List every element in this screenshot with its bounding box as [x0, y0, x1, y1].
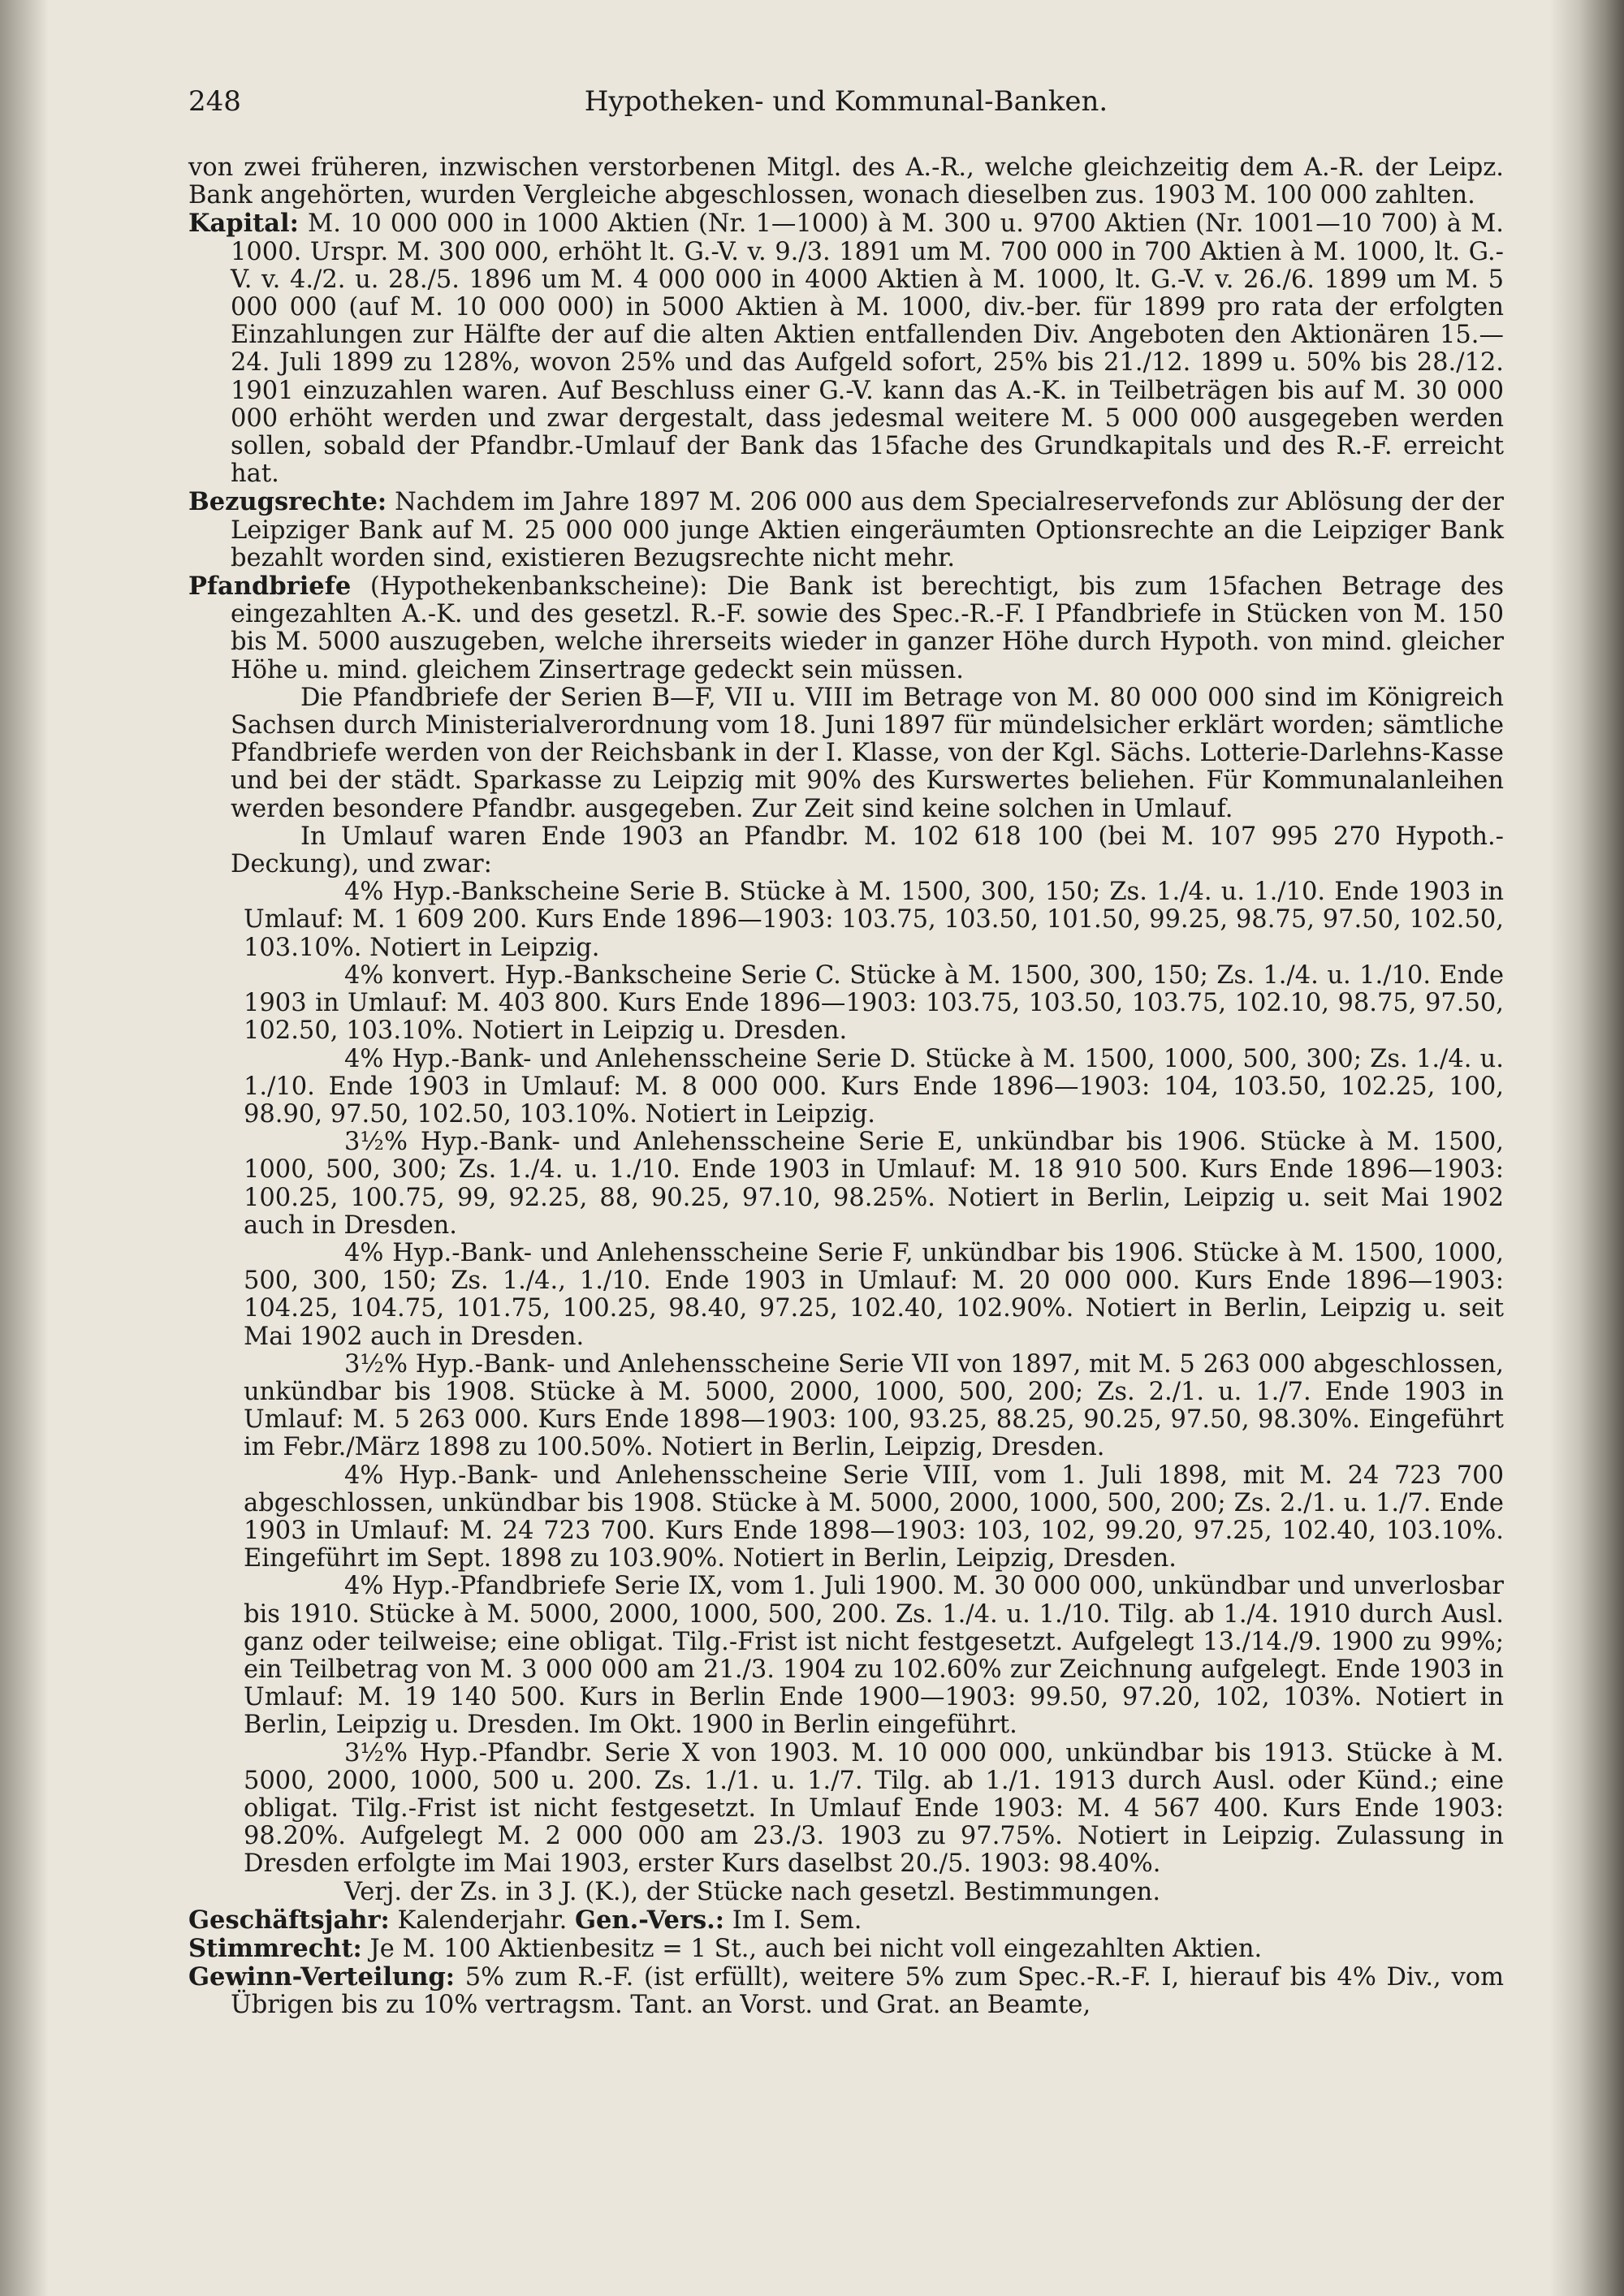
intro-paragraph: von zwei früheren, inzwischen verstorbenen Mitgl. des A.-R., welche gleichzeitig dem A.-R. der Leipz. Bank angehörten, wurden Vergleiche abgeschlossen, wonach dieselben zus. 1903 M. 100 000 zahlten. — [188, 153, 1504, 210]
gewinn-verteilung-section — [188, 1963, 1504, 2019]
pfandbrief-issue-serie-e: 3½% Hyp.-Bank- und Anlehensscheine Serie E, unkündbar bis 1906. Stücke à M. 1500, 1000, 500, 300; Zs. 1./4. u. 1./10. Ende 1903 in Umlauf: M. 18 910 500. Kurs Ende 1896—1903: 100.25, 100.75, 99, 92.25, 88, 90.25, 97.10, 98.25%. Notiert in Berlin, Leipzig u. seit Mai 1902 auch in Dresden. — [244, 1128, 1504, 1240]
gewinn-verteilung-label: Gewinn-Verteilung: — [188, 1962, 456, 1992]
book-spine-shadow — [0, 0, 49, 2296]
kapital-section — [188, 209, 1504, 488]
stimmrecht-text: Je M. 100 Aktienbesitz = 1 St., auch bei nicht voll eingezahlten Aktien. — [361, 1935, 1263, 1963]
verjaehrung-note: Verj. der Zs. in 3 J. (K.), der Stücke nach gesetzl. Bestimmungen. — [344, 1877, 1161, 1906]
gen-vers-text: Im I. Sem. — [724, 1905, 862, 1935]
gen-vers-label: Gen.-Vers.: — [574, 1905, 725, 1935]
pfandbrief-issue-serie-c: 4% konvert. Hyp.-Bankscheine Serie C. Stücke à M. 1500, 300, 150; Zs. 1./4. u. 1./10. Ende 1903 in Umlauf: M. 403 800. Kurs Ende 1896—1903: 103.75, 103.50, 103.75, 102.10, 98.75, 97.50, 102.50, 103.10%. Notiert in Leipzig u. Dresden. — [244, 960, 1504, 1046]
pfandbriefe-paragraph-2: Die Pfandbriefe der Serien B—F, VII u. VIII im Betrage von M. 80 000 000 sind im Königreich Sachsen durch Ministerialverordnung vom 18. Juni 1897 für mündelsicher erklärt worden; sämtliche Pfandbriefe werden von der Reichsbank in der I. Klasse, von der Kgl. Sächs. Lotterie-Darlehns-Kasse und bei der städt. Sparkasse zu Leipzig mit 90% des Kurswertes beliehen. Für Kommunalanleihen werden besondere Pfandbr. ausgegeben. Zur Zeit sind keine solchen in Umlauf. — [231, 683, 1504, 823]
pfandbriefe-paragraph-3: In Umlauf waren Ende 1903 an Pfandbr. M. 102 618 100 (bei M. 107 995 270 Hypoth.-Deckung), und zwar: — [231, 822, 1504, 879]
running-header — [188, 85, 1504, 132]
bezugsrechte-label: Bezugsrechte: — [188, 487, 387, 517]
running-title: Hypotheken- und Kommunal-Banken. — [584, 85, 1108, 118]
kapital-text: M. 10 000 000 in 1000 Aktien (Nr. 1—1000) à M. 300 u. 9700 Aktien (Nr. 1001—10 700) à M. 1000. Urspr. M. 300 000, erhöht lt. G.-V. v. 9./3. 1891 um M. 700 000 in 700 Aktien à M. 1000, lt. G.-V. v. 4./2. u. 28./5. 1896 um M. 4 000 000 in 4000 Aktien à M. 1000, lt. G.-V. v. 26./6. 1899 um M. 5 000 000 (auf M. 10 000 000) in 5000 Aktien à M. 1000, div.-ber. für 1899 pro rata der erfolgten Einzahlungen zur Hälfte der auf die alten Aktien entfallenden Div. Angeboten den Aktionären 15.—24. Juli 1899 zu 128%, wovon 25% und das Aufgeld sofort, 25% bis 21./12. 1899 u. 50% bis 28./12. 1901 einzuzahlen waren. Auf Beschluss einer G.-V. kann das A.-K. in Teilbeträgen bis auf M. 30 000 000 erhöht werden und zwar dergestalt, dass jedesmal weitere M. 5 000 000 ausgegeben werden sollen, sobald der Pfandbr.-Umlauf der Bank das 15fache des Grundkapitals und des R.-F. erreicht hat. — [231, 209, 1504, 489]
page-number: 248 — [188, 85, 241, 118]
geschaeftsjahr-section — [188, 1906, 1504, 1935]
stimmrecht-section — [188, 1935, 1504, 1963]
geschaeftsjahr-text: Kalenderjahr. — [389, 1905, 575, 1935]
pfandbriefe-label: Pfandbriefe — [188, 572, 352, 602]
pfandbriefe-text: (Hypothekenbankscheine): Die Bank ist berechtigt, bis zum 15fachen Betrage des eingezahlten A.-K. und des gesetzl. R.-F. sowie des Spec.-R.-F. I Pfandbriefe in Stücken von M. 150 bis M. 5000 auszugeben, welche ihrerseits wieder in ganzer Höhe durch Hypoth. von mind. gleicher Höhe u. mind. gleichem Zinsertrage gedeckt sein müssen. — [231, 572, 1504, 684]
geschaeftsjahr-label: Geschäftsjahr: — [188, 1905, 390, 1935]
pfandbrief-issue-serie-viii: 4% Hyp.-Bank- und Anlehensscheine Serie VIII, vom 1. Juli 1898, mit M. 24 723 700 abgeschlossen, unkündbar bis 1908. Stücke à M. 5000, 2000, 1000, 500, 200; Zs. 2./1. u. 1./7. Ende 1903 in Umlauf: M. 24 723 700. Kurs Ende 1898—1903: 103, 102, 99.20, 97.25, 102.40, 103.10%. Eingeführt im Sept. 1898 zu 103.90%. Notiert in Berlin, Leipzig, Dresden. — [244, 1461, 1504, 1573]
pfandbrief-issue-serie-b: 4% Hyp.-Bankscheine Serie B. Stücke à M. 1500, 300, 150; Zs. 1./4. u. 1./10. Ende 1903 in Umlauf: M. 1 609 200. Kurs Ende 1896—1903: 103.75, 103.50, 101.50, 99.25, 98.75, 97.50, 102.50, 103.10%. Notiert in Leipzig. — [244, 878, 1504, 962]
bezugsrechte-section — [188, 488, 1504, 572]
kapital-label: Kapital: — [188, 209, 299, 239]
pfandbrief-issue-serie-vii: 3½% Hyp.-Bank- und Anlehensscheine Serie VII von 1897, mit M. 5 263 000 abgeschlossen, unkündbar bis 1908. Stücke à M. 5000, 2000, 1000, 500, 200; Zs. 2./1. u. 1./7. Ende 1903 in Umlauf: M. 5 263 000. Kurs Ende 1898—1903: 100, 93.25, 88.25, 90.25, 97.50, 98.30%. Eingeführt im Febr./März 1898 zu 100.50%. Notiert in Berlin, Leipzig, Dresden. — [244, 1349, 1504, 1462]
document-page — [188, 85, 1504, 2020]
stimmrecht-label: Stimmrecht: — [188, 1934, 362, 1963]
gewinn-verteilung-text: 5% zum R.-F. (ist erfüllt), weitere 5% zum Spec.-R.-F. I, hierauf bis 4% Div., vom Übrigen bis zu 10% vertragsm. Tant. an Vorst. und Grat. an Beamte, — [231, 1963, 1504, 2020]
pfandbriefe-section — [188, 572, 1504, 684]
pfandbrief-issue-serie-f: 4% Hyp.-Bank- und Anlehensscheine Serie F, unkündbar bis 1906. Stücke à M. 1500, 1000, 500, 300, 150; Zs. 1./4., 1./10. Ende 1903 in Umlauf: M. 20 000 000. Kurs Ende 1896—1903: 104.25, 104.75, 101.75, 100.25, 98.40, 97.25, 102.40, 102.90%. Notiert in Berlin, Leipzig u. seit Mai 1902 auch in Dresden. — [244, 1238, 1504, 1351]
pfandbrief-issue-serie-ix: 4% Hyp.-Pfandbriefe Serie IX, vom 1. Juli 1900. M. 30 000 000, unkündbar und unverlosbar bis 1910. Stücke à M. 5000, 2000, 1000, 500, 200. Zs. 1./4. u. 1./10. Tilg. ab 1./4. 1910 durch Ausl. ganz oder teilweise; eine obligat. Tilg.-Frist ist nicht festgesetzt. Aufgelegt 13./14./9. 1900 zu 99%; ein Teilbetrag von M. 3 000 000 am 21./3. 1904 zu 102.60% zur Zeichnung aufgelegt. Ende 1903 in Umlauf: M. 19 140 500. Kurs in Berlin Ende 1900—1903: 99.50, 97.20, 102, 103%. Notiert in Berlin, Leipzig u. Dresden. Im Okt. 1900 in Berlin eingeführt. — [244, 1572, 1504, 1740]
pfandbrief-issue-serie-d: 4% Hyp.-Bank- und Anlehensscheine Serie D. Stücke à M. 1500, 1000, 500, 300; Zs. 1./4. u. 1./10. Ende 1903 in Umlauf: M. 8 000 000. Kurs Ende 1896—1903: 104, 103.50, 102.25, 100, 98.90, 97.50, 102.50, 103.10%. Notiert in Leipzig. — [244, 1044, 1504, 1129]
bezugsrechte-text: Nachdem im Jahre 1897 M. 206 000 aus dem Specialreservefonds zur Ablösung der der Leipziger Bank auf M. 25 000 000 junge Aktien eingeräumten Optionsrechte an die Leipziger Bank bezahlt worden sind, existieren Bezugsrechte nicht mehr. — [231, 488, 1504, 572]
pfandbrief-issue-serie-x: 3½% Hyp.-Pfandbr. Serie X von 1903. M. 10 000 000, unkündbar bis 1913. Stücke à M. 5000, 2000, 1000, 500 u. 200. Zs. 1./1. u. 1./7. Tilg. ab 1./1. 1913 durch Ausl. oder Künd.; eine obligat. Tilg.-Frist ist nicht festgesetzt. In Umlauf Ende 1903: M. 4 567 400. Kurs Ende 1903: 98.20%. Aufgelegt M. 2 000 000 am 23./3. 1903 zu 97.75%. Notiert in Leipzig. Zulassung in Dresden erfolgte im Mai 1903, erster Kurs daselbst 20./5. 1903: 98.40%. — [244, 1738, 1504, 1879]
page-edge-shadow — [1549, 0, 1624, 2296]
